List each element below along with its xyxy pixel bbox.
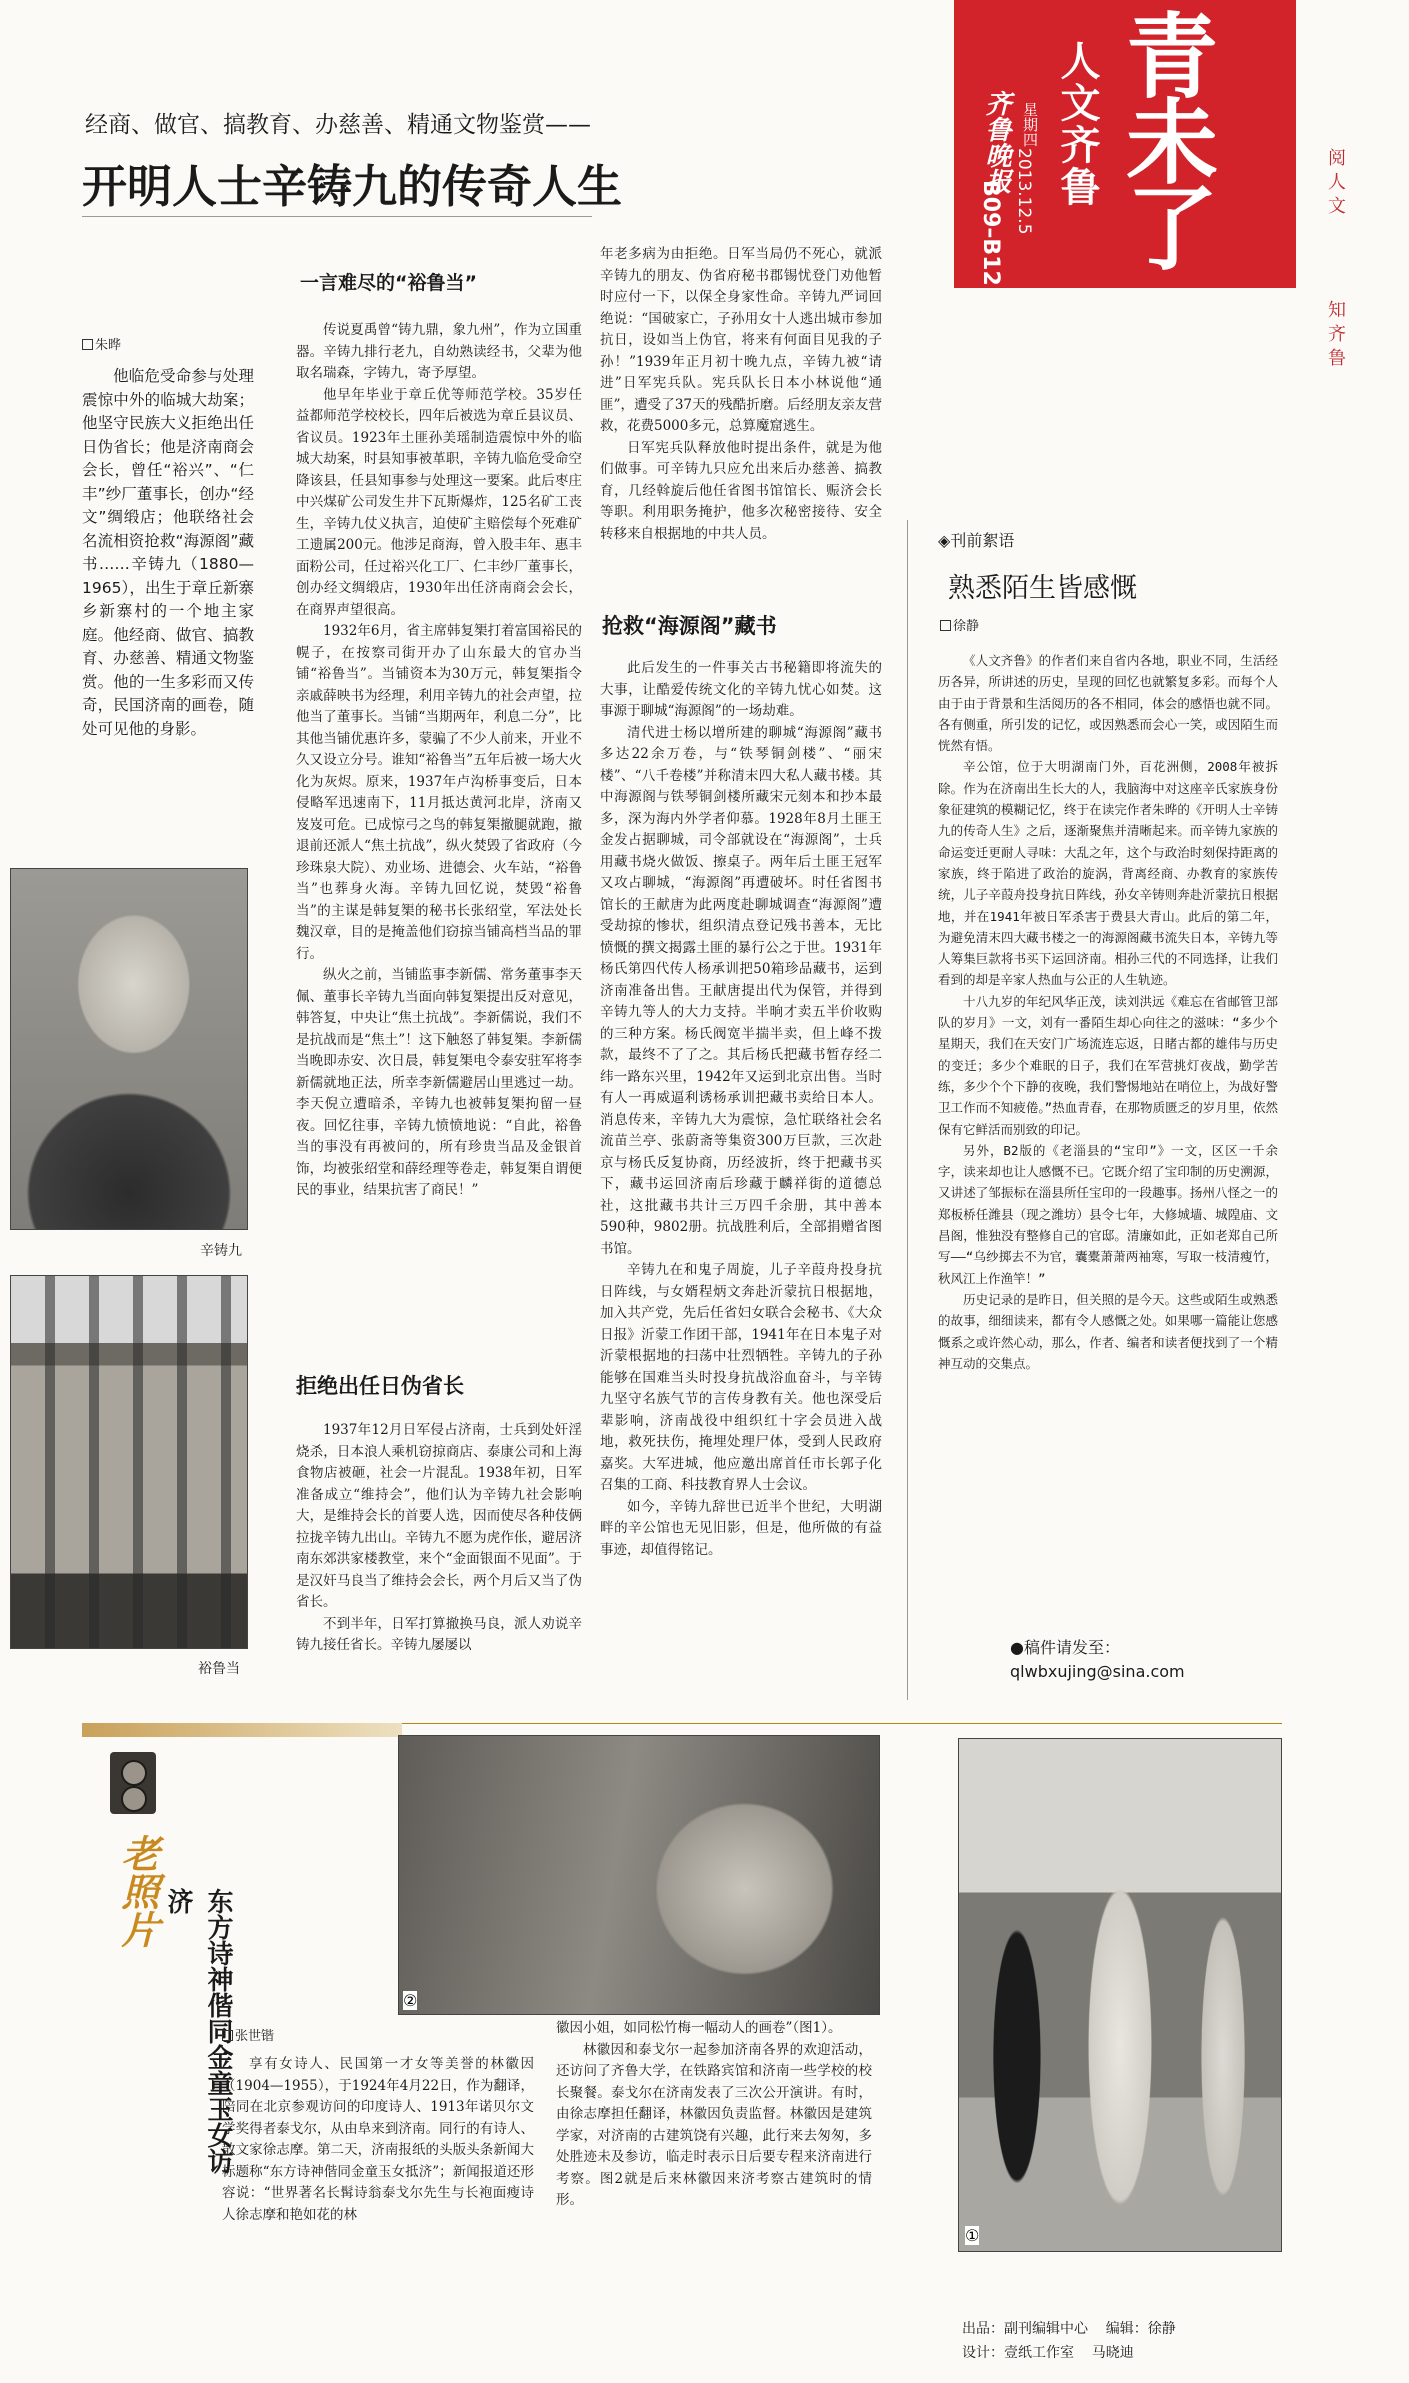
building-photo: [10, 1275, 248, 1649]
editorial-title: 熟悉陌生皆感慨: [948, 573, 1137, 604]
masthead-section: 人文齐鲁: [1054, 40, 1100, 208]
credits-line-1: 出品：副刊编辑中心 编辑：徐静: [962, 2321, 1176, 2337]
portrait-photo: [10, 868, 248, 1230]
masthead-pages: B09–B12: [978, 180, 1003, 286]
article-kicker: 经商、做官、搞教育、办慈善、精通文物鉴赏——: [85, 112, 591, 138]
editorial-body: 《人文齐鲁》的作者们来自省内各地，职业不同，生活经历各异，所讲述的历史，呈现的回忆也就繁复多彩。而每个人由于由于背景和生活阅历的各不相同，体会的感悟也就不同。各有侧重，所引发的记忆，或因熟悉而会心一笑，或因陌生而恍然有悟。 辛公馆，位于大明湖南门外，百花洲侧，2008年被拆除。作为在济南出生长大的人，我脑海中对这座辛氏家族身份象征建筑的模糊记忆，终于在读完作者朱晔的《开明人士辛铸九的传奇人生》之后，逐渐聚焦并清晰起来。而辛铸九家族的命运变迁更耐人寻味：大乱之年，这个与政治时刻保持距离的家族，终于陷进了政治的旋涡，背离经商、办教育的家族传统，儿子辛葭舟投身抗日阵线，孙女辛铸则奔赴沂蒙抗日根据地，并在1941年被日军杀害于费县大青山。此后的第二年，为避免清末四大藏书楼之一的海源阁藏书流失日本，辛铸九等人筹集巨款将书买下运回济南。相孙三代的不同选择，让我们看到的却是辛家人热血与公正的人生轨迹。 十八九岁的年纪风华正茂，读刘洪远《难忘在省邮管卫部队的岁月》一文，刘有一番陌生却心向往之的滋味：“多少个星期天，我们在天安门广场流连忘返，日睹古都的雄伟与历史的变迁；多少个难眠的日子，我们在军营挑灯夜战，勤学苦练，多少个个下静的夜晚，我们警惕地站在哨位上，为战好警卫工作而不知疲倦。”热血青春，在那物质匮乏的岁月里，依然保有它鲜活而别致的印记。 另外，B2版的《老淄县的“宝印”》一文，区区一千余字，读来却也让人感慨不已。它既介绍了宝印制的历史溯源，又讲述了邹振标在淄县所任宝印的一段趣事。扬州八怪之一的郑板桥任潍县（现之潍坊）县令七年，大修城墙、城隍庙、文昌阁，惟独没有整修自己的官邸。清廉如此，正如老郑自己所写——“乌纱掷去不为官，囊橐萧萧两袖寒，写取一枝清瘦竹，秋风江上作渔竿！” 历史记录的是昨日，但关照的是今天。这些或陌生或熟悉的故事，细细读来，都有令人感慨之处。如果哪一篇能让您感慨系之或许然心动，那么，作者、编者和读者便找到了一个精神互动的交集点。: [938, 653, 1278, 1371]
photo-2-number: ②: [403, 1991, 418, 2010]
old-photo-title: 东方诗神偕同金童玉女访济: [163, 1888, 233, 2174]
submission-email[interactable]: qlwbxujing@sina.com: [1010, 1662, 1185, 1681]
dot-icon: ●: [1010, 1638, 1024, 1657]
old-photo-author: 张世锴: [222, 2025, 274, 2044]
masthead-weekday: 星期四: [1021, 102, 1039, 147]
old-photo-1: [958, 1738, 1282, 2252]
credits-line-2: 设计：壹纸工作室 马晓迪: [962, 2345, 1134, 2361]
article-col2-b: 1937年12月日军侵占济南，士兵到处奸淫烧杀，日本浪人乘机窃掠商店、泰康公司和上海食物店被砸，社会一片混乱。1938年初，日军准备成立“维持会”，他们认为辛铸九社会影响大，是维持会长的首要人选，因而使尽各种伎俩拉拢辛铸九出山。辛铸九不愿为虎作伥，避居济南东郊洪家楼教堂，来个“金面银面不见面”。于是汉奸马良当了维持会会长，两个月后又当了伪省长。 不到半年，日军打算撤换马良，派人劝说辛铸九接任省长。辛铸九屡屡以: [296, 1422, 582, 1653]
building-caption: 裕鲁当: [198, 1661, 240, 1677]
divider: [82, 216, 592, 217]
editorial-author: 徐静: [940, 615, 979, 634]
slogan-left: 阅人文: [1325, 148, 1346, 220]
old-photo-col2: 徽因小姐，如同松竹梅一幅动人的画卷”（图1）。 林徽因和泰戈尔一起参加济南各界的欢迎活动，还访问了齐鲁大学，在铁路宾馆和济南一些学校的校长聚餐。泰戈尔在济南发表了三次公开演讲。有时，由徐志摩担任翻译，林徽因负责监督。林徽因是建筑学家，对济南的古建筑饶有兴趣，此行来去匆匆，多处胜迹未及参访，临走时表示日后要专程来济南进行考察。图2就是后来林徽因来济考察古建筑时的情形。: [556, 2020, 872, 2208]
article-lead: 他临危受命参与处理震惊中外的临城大劫案；他坚守民族大义拒绝出任日伪省长；他是济南商会会长，曾任“裕兴”、“仁丰”纱厂董事长，创办“经文”绸缎店；他联络社会名流相资抢救“海源阁”藏书……辛铸九（1880—1965），出生于章丘新寨乡新寨村的一个地主家庭。他经商、做官、搞教育、办慈善、精通文物鉴赏。他的一生多彩而又传奇，民国济南的画卷，随处可见他的身影。: [82, 367, 254, 738]
article-author: 朱晔: [82, 334, 121, 353]
masthead-brand: 青未了: [1111, 8, 1218, 266]
article-col2-a: 传说夏禹曾“铸九鼎，象九州”，作为立国重器。辛铸九排行老九，自幼熟读经书，父辈为他取名瑞森，字铸九，寄予厚望。 他早年毕业于章丘优等师范学校。35岁任益都师范学校校长，四年后被选为章丘县议员、省议员。1923年土匪孙美瑶制造震惊中外的临城大劫案，时县知事被革职，辛铸九临危受命空降该县，任县知事参与处理这一要案。此后枣庄中兴煤矿公司发生井下瓦斯爆炸，125名矿工丧生，辛铸九仗义执言，迫使矿主赔偿每个死难矿工遗属200元。他涉足商海，曾入股丰年、惠丰面粉公司，任过裕兴化工厂、仁丰纱厂董事长，创办经文绸缎店，1930年出任济南商会会长，在商界声望很高。 1932年6月，省主席韩复榘打着富国裕民的幌子，在按察司街开办了山东最大的官办当铺“裕鲁当”。当铺资本为30万元，韩复榘指令亲戚薛映书为经理，利用辛铸九的社会声望，拉他当了董事长。当铺“当期两年，利息二分”，比其他当铺优惠许多，蒙骗了不少人前来，开业不久又设立分号。谁知“裕鲁当”五年后被一场大火化为灰烬。原来，1937年卢沟桥事变后，日本侵略军迅速南下，11月抵达黄河北岸，济南又岌岌可危。已成惊弓之鸟的韩复榘撤腿就跑，撤退前还派人“焦土抗战”，纵火焚毁了省政府（今珍珠泉大院）、劝业场、进德会、火车站，“裕鲁当”也葬身火海。辛铸九回忆说，焚毁“裕鲁当”的主谋是韩复榘的秘书长张绍堂，军法处长魏汉章，目的是掩盖他们窃掠当铺高档当品的罪行。 纵火之前，当铺监事李新儒、常务董事李天佩、董事长辛铸九当面向韩复榘提出反对意见，韩答复，中央让“焦土抗战”。李新儒说，我们不是抗战而是“焦土”！这下触怒了韩复榘。李新儒当晚即赤安、次日晨，韩复榘电令泰安驻军将李新儒就地正法，所幸李新儒避居山里逃过一劫。李天倪立遭暗杀，辛铸九也被韩复榘拘留一昼夜。回忆往事，辛铸九愤愤地说：“自此，裕鲁当的事没有再被问的，所有珍贵当品及金银首饰，均被张绍堂和薛经理等卷走，韩复榘自谓便民的事业，结果抗害了商民！”: [296, 322, 582, 1198]
editorial-label: ◈刊前絮语: [938, 531, 1015, 550]
article-title: 开明人士辛铸九的传奇人生: [82, 160, 623, 213]
photo-1-number: ①: [965, 2226, 980, 2245]
subhead-haiyuan: 抢救“海源阁”藏书: [602, 614, 777, 638]
article-col3-b: 此后发生的一件事关古书秘籍即将流失的大事，让酷爱传统文化的辛铸九忧心如焚。这事源于聊城“海源阁”的一场劫难。 清代进士杨以增所建的聊城“海源阁”藏书多达22余万卷，与“铁琴铜剑楼”、“丽宋楼”、“八千卷楼”并称清末四大私人藏书楼。其中海源阁与铁琴铜剑楼所藏宋元刻本和抄本最多，深为海内外学者仰慕。1928年8月土匪王金发占据聊城，司令部就设在“海源阁”，士兵用藏书烧火做饭、擦桌子。两年后土匪王冠军又攻占聊城，“海源阁”再遭破坏。时任省图书馆长的王献唐为此两度赴聊城调查“海源阁”遭受劫掠的惨状，组织清点登记残书善本，无比愤慨的撰文揭露土匪的暴行公之于世。1931年杨氏第四代传人杨承训把50箱珍品藏书，运到济南准备出售。王献唐提出代为保管，并得到辛铸九等人的大力支持。半晌才卖五半价收购的三种方案。杨氏阀宽半揣半卖，但上峰不拨款，最终不了了之。其后杨氏把藏书暂存经二纬一路东兴里，1942年又运到北京出售。当时有人一再威逼利诱杨承训把藏书卖给日本人。消息传来，辛铸九大为震惊，急忙联络社会名流苗兰亭、张蔚斋等集资300万巨款，三次赴京与杨氏反复协商，历经波折，终于把藏书买下，藏书运回济南后珍藏于麟祥街的道德总社，这批藏书共计三万四千余册，其中善本590种，9802册。抗战胜利后，全部捐赠省图书馆。 辛铸九在和鬼子周旋，儿子辛葭舟投身抗日阵线，与女婿程炳文奔赴沂蒙抗日根据地，加入共产党，先后任省妇女联合会秘书、《大众日报》沂蒙工作团干部，1941年在日本鬼子对沂蒙根据地的扫荡中壮烈牺牲。辛铸九的子孙能够在国难当头时投身抗战浴血奋斗，与辛铸九坚守名族气节的言传身教有关。他也深受后辈影响，济南战役中组织红十字会员进入战地，救死扶伤，掩埋处理尸体，受到人民政府嘉奖。大军进城，他应邀出席首任市长郭子化召集的工商、科技教育界人士会议。 如今，辛铸九辞世已近半个世纪，大明湖畔的辛公馆也无见旧影，但是，他所做的有益事迹，却值得铭记。: [600, 660, 882, 1558]
slogan-right: 知齐鲁: [1325, 300, 1346, 372]
diamond-icon: ◈: [938, 531, 951, 550]
old-photo-band: [82, 1723, 402, 1737]
submission-line: ●稿件请发至：qlwbxujing@sina.com: [1010, 1638, 1185, 1681]
masthead: [954, 0, 1296, 288]
old-photo-label: 老照片: [115, 1834, 160, 1948]
old-photo-col1: 享有女诗人、民国第一才女等美誉的林徽因（1904—1955），于1924年4月22日，作为翻译，陪同在北京参观访问的印度诗人、1913年诺贝尔文学奖得者泰戈尔，从由阜来到济南。同行的有诗人、散文家徐志摩。第二天，济南报纸的头版头条新闻大标题称“东方诗神偕同金童玉女抵济”；新闻报道还形容说：“世界著名长髯诗翁泰戈尔先生与长袍面瘦诗人徐志摩和艳如花的林: [222, 2056, 534, 2223]
portrait-caption: 辛铸九: [200, 1243, 242, 1259]
camera-icon: [110, 1752, 156, 1814]
old-photo-2: [398, 1735, 880, 2015]
column-divider: [907, 520, 908, 1700]
subhead-yulu: 一言难尽的“裕鲁当”: [300, 272, 477, 294]
masthead-paper-logo: 齐鲁晚报: [981, 90, 1011, 194]
article-col3-a: 年老多病为由拒绝。日军当局仍不死心，就派辛铸九的朋友、伪省府秘书郡锡忧登门劝他暂时应付一下，以保全身家性命。辛铸九严词回绝说：“国破家亡，子孙用女十人逃出城市参加抗日，设如当上伪官，将来有何面目见我的子孙！”1939年正月初十晚九点，辛铸九被“请进”日军宪兵队。宪兵队长日本小林说他“通匪”，遭受了37天的残酷折磨。后经朋友亲友营救，花费5000多元，总算魔窟逃生。 日军宪兵队释放他时提出条件，就是为他们做事。可辛铸九只应允出来后办慈善、搞教育，几经斡旋后他任省图书馆馆长、赈济会长等职。利用职务掩护，他多次秘密接待、安全转移来自根据地的中共人员。: [600, 246, 882, 542]
masthead-date: 2013.12.5: [1014, 148, 1034, 235]
subhead-refuse: 拒绝出任日伪省长: [296, 1374, 464, 1398]
